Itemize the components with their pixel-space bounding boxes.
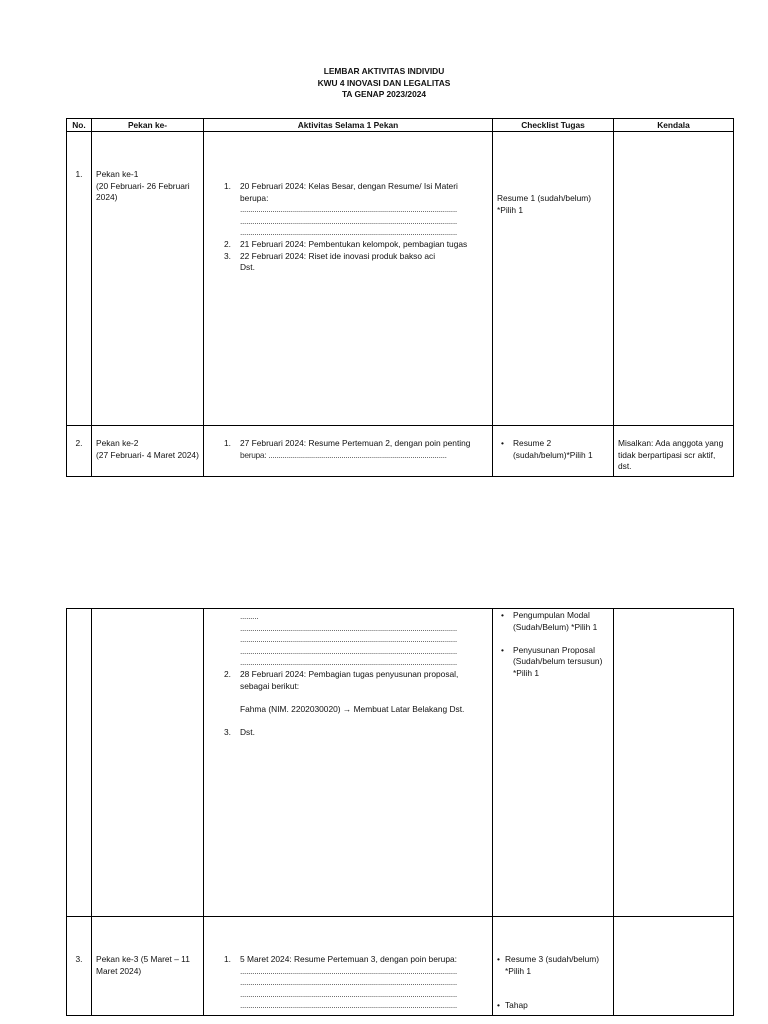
bullet: • [501,610,504,620]
list-item [497,610,609,633]
pekan-cell [92,917,204,1016]
activity-text: 27 Februari 2024: Resume Pertemuan 2, dengan poin penting [240,438,471,448]
bullet: • [497,954,500,964]
fill-in-line: ........................................................................................................... [240,622,457,633]
list-item [497,1000,609,1012]
fill-in-line: ........................................................................................................... [240,645,457,656]
row-number: 1. [67,132,92,426]
table-row [67,609,734,917]
document-header [0,66,768,101]
doc-title-line-1: LEMBAR AKTIVITAS INDIVIDU [323,66,445,76]
activity-text: 20 Februari 2024: Kelas Besar, dengan Resume/ Isi Materi berupa: [240,181,458,203]
fill-in-line: ........................................................................................................... [240,965,457,976]
fill-in-line: ........................................................................................................... [240,1000,457,1011]
item-number: 1. [224,954,231,964]
checklist [497,610,609,680]
checklist-cell [493,132,614,426]
kendala-cell [614,132,734,426]
table-header-row [67,119,734,132]
kendala-cell [614,917,734,1016]
checklist-cell [493,917,614,1016]
activity-text: 22 Februari 2024: Riset ide inovasi produk bakso aci [240,250,436,261]
pekan-label: Pekan ke-1 [96,169,139,179]
doc-title-line-3: TA GENAP 2023/2024 [341,89,427,100]
checklist-text: Pengumpulan Modal (Sudah/Belum) *Pilih 1 [513,610,598,632]
activity-text: 28 Februari 2024: Pembagian tugas penyusunan proposal, sebagai berikut: [240,668,459,691]
item-number: 1. [224,438,231,448]
doc-title-line-2: KWU 4 INOVASI DAN LEGALITAS [317,77,451,88]
activity-table-page-2 [66,608,734,1016]
fill-in-line: ........................................................................................................... [240,227,457,238]
continuation-text: Dst. [240,262,255,273]
list-item [224,669,488,727]
pekan-cell [92,426,204,477]
bullet: • [501,644,504,655]
fill-in-line: ......... [240,611,259,621]
list-item [224,251,488,274]
activities-list [224,954,488,1012]
activity-text-continued: berupa: ........................................................................................ [240,449,447,460]
checklist-note: *Pilih 1 [497,204,524,215]
activities-list [224,181,488,274]
list-item [224,954,488,1012]
fill-in-line: ........................................................................................................... [240,657,457,668]
checklist-text: Resume 3 (sudah/belum) *Pilih 1 [505,954,600,976]
row-number: 2. [67,426,92,477]
pekan-cell [92,609,204,917]
pekan-cell [92,132,204,426]
column-header-kendala: Kendala [614,119,734,132]
column-header-pekan: Pekan ke- [92,119,204,132]
checklist [497,954,609,1012]
activities-list [224,438,488,461]
checklist [497,438,609,461]
activity-text: Dst. [240,726,255,737]
column-header-no: No. [67,119,92,132]
fill-in-lines [224,611,488,669]
checklist-cell [493,426,614,477]
checklist-text: Resume 2 (sudah/belum)*Pilih 1 [513,438,593,460]
activities-cell [204,917,493,1016]
column-header-checklist: Checklist Tugas [493,119,614,132]
activities-cell [204,426,493,477]
item-number: 1. [224,181,231,191]
activities-cell [204,132,493,426]
kendala-cell [614,609,734,917]
list-item [497,954,609,977]
pekan-dates: (20 Februari- 26 Februari 2024) [96,180,190,203]
fill-in-line: ........................................................................................................... [240,988,457,999]
activities-cell [204,609,493,917]
item-number: 3. [224,726,231,737]
list-item [224,438,488,461]
pekan-label: Pekan ke-2 [96,438,139,448]
list-item [497,645,609,680]
item-number: 2. [224,668,231,679]
row-number: 3. [67,917,92,1016]
list-item [497,438,609,461]
list-item [224,239,488,251]
column-header-aktivitas: Aktivitas Selama 1 Pekan [204,119,493,132]
bullet: • [497,1000,500,1011]
activity-table-page-1 [66,118,734,477]
fill-in-line: ........................................................................................................... [240,215,457,226]
table-row [67,132,734,426]
list-item [224,727,488,739]
table-row [67,917,734,1016]
checklist-text: Resume 1 (sudah/belum) [497,193,592,203]
checklist-text: Penyusunan Proposal (Sudah/belum tersusun) *Pilih 1 [513,644,603,678]
item-number: 3. [224,250,231,261]
fill-in-line: ........................................................................................................... [240,634,457,645]
checklist-cell [493,609,614,917]
task-assignment: Fahma (NIM. 2202030020) → Membuat Latar Belakang Dst. [240,703,465,714]
activities-list [224,669,488,739]
activity-text: 5 Maret 2024: Resume Pertemuan 3, dengan poin berupa: [240,954,457,964]
activity-text: 21 Februari 2024: Pembentukan kelompok, pembagian tugas [240,238,468,249]
pekan-label: Pekan ke-3 (5 Maret – 11 Maret 2024) [96,954,190,976]
checklist-text: Tahap [505,1000,528,1011]
pekan-dates: (27 Februari- 4 Maret 2024) [96,449,199,460]
bullet: • [501,438,504,448]
table-row [67,426,734,477]
list-item [224,181,488,239]
row-number [67,609,92,917]
item-number: 2. [224,238,231,249]
fill-in-line: ........................................................................................................... [240,204,457,215]
kendala-cell: Misalkan: Ada anggota yang tidak berpartipasi scr aktif, dst. [614,426,734,477]
fill-in-line: ........................................................................................................... [240,977,457,988]
